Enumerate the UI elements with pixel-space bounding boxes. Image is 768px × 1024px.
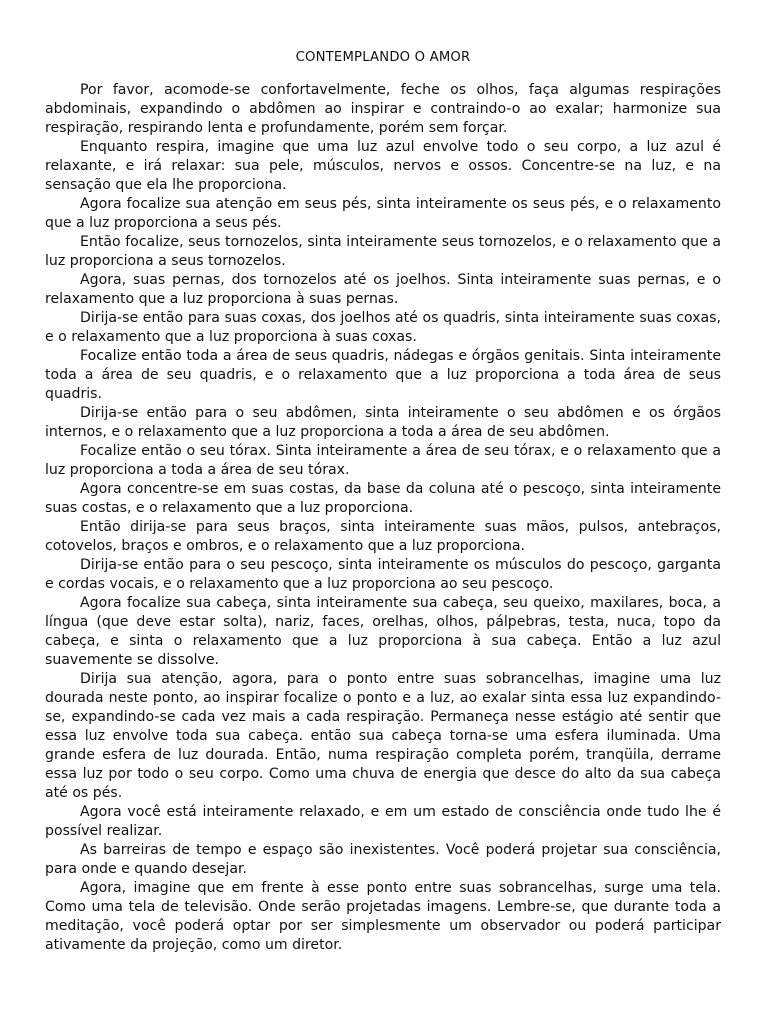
paragraph: Agora, suas pernas, dos tornozelos até os joelhos. Sinta inteiramente suas pernas, e o relaxamento que a luz proporciona à suas pernas. [45, 272, 721, 307]
paragraph: Agora focalize sua atenção em seus pés, sinta inteiramente os seus pés, e o relaxamento que a luz proporciona a seus pés. [45, 196, 721, 231]
paragraph: Agora focalize sua cabeça, sinta inteiramente sua cabeça, seu queixo, maxilares, boca, a língua (que deve estar solta), nariz, faces, orelhas, olhos, pálpebras, testa, nuca, topo da cabeça, e sinta o relaxamento que a luz proporciona à sua cabeça. Então a luz azul suavemente se dissolve. [45, 595, 721, 668]
paragraph: Dirija-se então para o seu abdômen, sinta inteiramente o seu abdômen e os órgãos internos, e o relaxamento que a luz proporciona a toda a área de seu abdômen. [45, 405, 721, 440]
paragraph: Então focalize, seus tornozelos, sinta inteiramente seus tornozelos, e o relaxamento que a luz proporciona a seus tornozelos. [45, 234, 721, 269]
paragraph: Agora, imagine que em frente à esse ponto entre suas sobrancelhas, surge uma tela. Como uma tela de televisão. Onde serão projetadas imagens. Lembre-se, que durante toda a meditação, você poderá optar por ser simplesmente um observador ou poderá participar ativamente da projeção, como um diretor. [45, 880, 721, 953]
paragraph: Focalize então o seu tórax. Sinta inteiramente a área de seu tórax, e o relaxamento que a luz proporciona a toda a área de seu tórax. [45, 443, 721, 478]
paragraph: Agora concentre-se em suas costas, da base da coluna até o pescoço, sinta inteiramente suas costas, e o relaxamento que a luz proporciona. [45, 481, 721, 516]
document-page [45, 48, 721, 955]
document-title: CONTEMPLANDO O AMOR [295, 50, 471, 65]
paragraph: Então dirija-se para seus braços, sinta inteiramente suas mãos, pulsos, antebraços, cotovelos, braços e ombros, e o relaxamento que a luz proporciona. [45, 519, 721, 554]
paragraph: Por favor, acomode-se confortavelmente, feche os olhos, faça algumas respirações abdominais, expandindo o abdômen ao inspirar e contraindo-o ao exalar; harmonize sua respiração, respirando lenta e profundamente, porém sem forçar. [45, 82, 721, 136]
paragraph: Dirija sua atenção, agora, para o ponto entre suas sobrancelhas, imagine uma luz dourada neste ponto, ao inspirar focalize o ponto e a luz, ao exalar sinta essa luz expandindo-se, expandindo-se cada vez mais a cada respiração. Permaneça nesse estágio até sentir que essa luz envolve toda sua cabeça. então sua cabeça torna-se uma esfera iluminada. Uma grande esfera de luz dourada. Então, numa respiração completa porém, tranqüila, derrame essa luz por todo o seu corpo. Como uma chuva de energia que desce do alto da sua cabeça até os pés. [45, 671, 721, 801]
paragraph: As barreiras de tempo e espaço são inexistentes. Você poderá projetar sua consciência, para onde e quando desejar. [45, 842, 721, 877]
paragraph: Dirija-se então para suas coxas, dos joelhos até os quadris, sinta inteiramente suas coxas, e o relaxamento que a luz proporciona à suas coxas. [45, 310, 721, 345]
paragraph: Enquanto respira, imagine que uma luz azul envolve todo o seu corpo, a luz azul é relaxante, e irá relaxar: sua pele, músculos, nervos e ossos. Concentre-se na luz, e na sensação que ela lhe proporciona. [45, 139, 721, 193]
paragraph: Focalize então toda a área de seus quadris, nádegas e órgãos genitais. Sinta inteiramente toda a área de seu quadris, e o relaxamento que a luz proporciona a toda área de seus quadris. [45, 348, 721, 402]
paragraph: Agora você está inteiramente relaxado, e em um estado de consciência onde tudo lhe é possível realizar. [45, 804, 721, 839]
paragraph: Dirija-se então para o seu pescoço, sinta inteiramente os músculos do pescoço, garganta e cordas vocais, e o relaxamento que a luz proporciona ao seu pescoço. [45, 557, 721, 592]
